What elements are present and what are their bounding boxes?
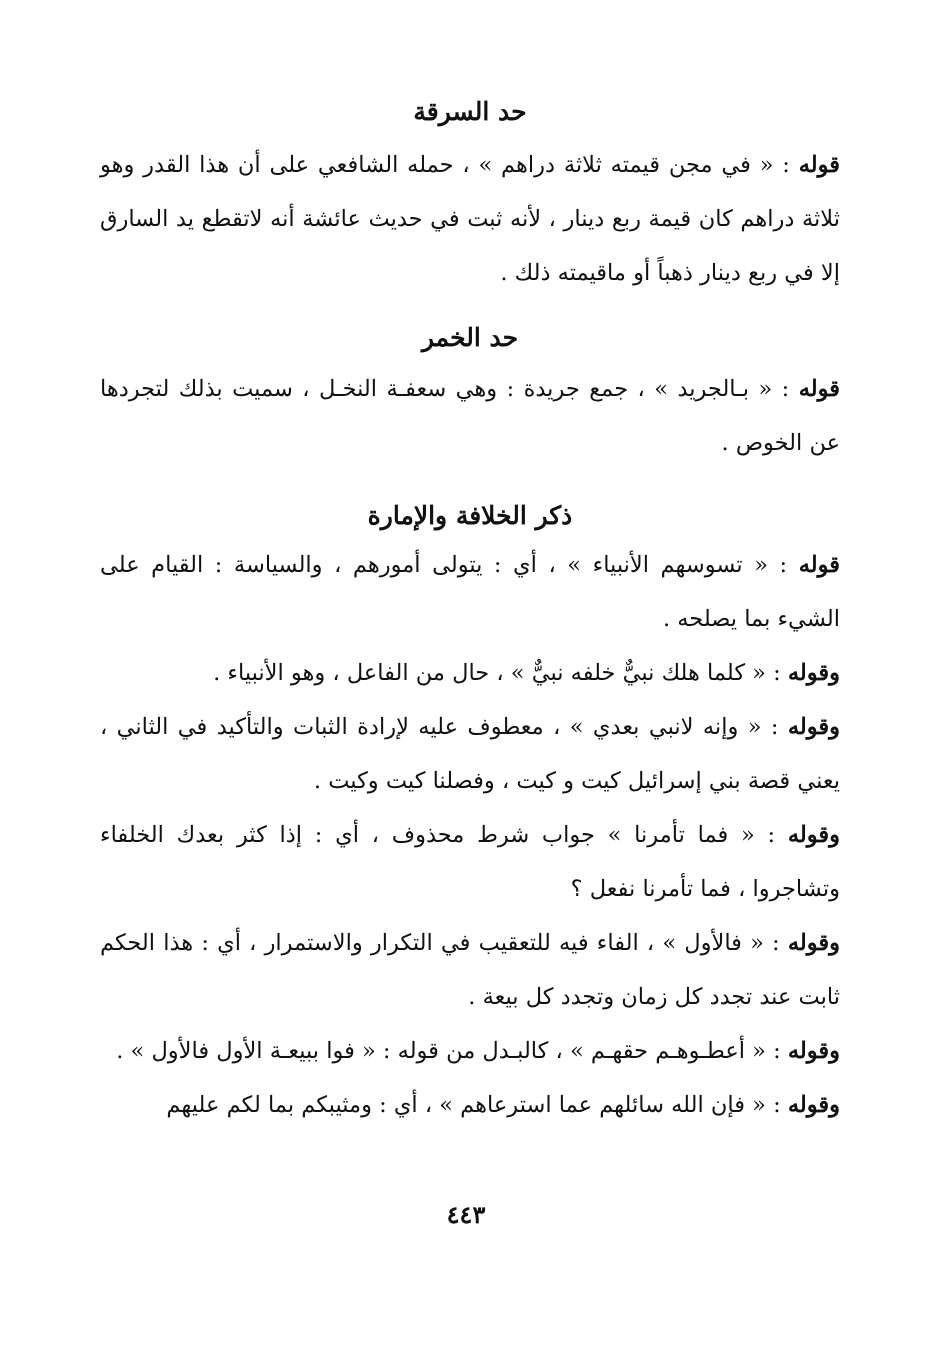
section-heading-caliphate: ذكر الخلافة والإمارة [367, 501, 573, 530]
paragraph [100, 362, 840, 470]
paragraph-keyword: وقوله [787, 1038, 840, 1064]
paragraph [100, 808, 840, 916]
paragraph-keyword: وقوله [787, 1092, 840, 1118]
paragraph-keyword: وقوله [787, 930, 840, 956]
page-number: ٤٤٣ [446, 1200, 486, 1229]
paragraph [100, 1024, 840, 1078]
paragraph-text: : « فما تأمرنا » جواب شرط محذوف ، أي : إذا كثر بعدك الخلفاء وتشاجروا ، فما تأمرنا نفعل ؟ [100, 822, 840, 902]
paragraph [100, 1078, 840, 1132]
paragraph-keyword: وقوله [787, 822, 840, 848]
paragraph [100, 138, 840, 300]
paragraph-keyword: وقوله [787, 714, 840, 740]
paragraph-text: : « فالأول » ، الفاء فيه للتعقيب في التكرار والاستمرار ، أي : هذا الحكم ثابت عند تجدد كل زمان وتجدد كل بيعة . [100, 930, 840, 1010]
paragraph-text: : « تسوسهم الأنبياء » ، أي : يتولى أمورهم ، والسياسة : القيام على الشيء بما يصلحه . [100, 552, 840, 632]
page-text [100, 92, 840, 1132]
paragraph [100, 916, 840, 1024]
paragraph-text: : « في مجن قيمته ثلاثة دراهم » ، حمله الشافعي على أن هذا القدر وهو ثلاثة دراهم كان قيمة ربع دينار ، لأنه ثبت في حديث عائشة أنه لاتقطع يد السارق إلا في ربع دينار ذهباً أو ماقيمته ذلك . [100, 152, 840, 286]
paragraph [100, 538, 840, 646]
paragraph-keyword: وقوله [787, 660, 840, 686]
section-heading-wine: حد الخمر [421, 323, 519, 352]
paragraph-text: : « وإنه لانبي بعدي » ، معطوف عليه لإرادة الثبات والتأكيد في الثاني ، يعني قصة بني إسرائيل كيت و كيت ، وفصلنا كيت وكيت . [100, 714, 840, 794]
paragraph [100, 646, 840, 700]
paragraph-text: : « كلما هلك نبيٌّ خلفه نبيٌّ » ، حال من الفاعل ، وهو الأنبياء . [213, 660, 788, 686]
paragraph-text: : « أعطـوهـم حقهـم » ، كالبـدل من قوله : « فوا ببيعـة الأول فالأول » . [116, 1038, 788, 1064]
paragraph-text: : « بـالجريد » ، جمع جريدة : وهي سعفـة النخـل ، سميت بذلك لتجردها عن الخوص . [100, 376, 840, 456]
paragraph-keyword: قوله [798, 552, 840, 578]
paragraph [100, 700, 840, 808]
paragraph-text: : « فإن الله سائلهم عما استرعاهم » ، أي : ومثيبكم بما لكم عليهم [166, 1092, 788, 1118]
paragraph-keyword: قوله [798, 152, 840, 178]
section-heading-theft: حد السرقة [413, 97, 527, 126]
paragraph-keyword: قوله [798, 376, 840, 402]
